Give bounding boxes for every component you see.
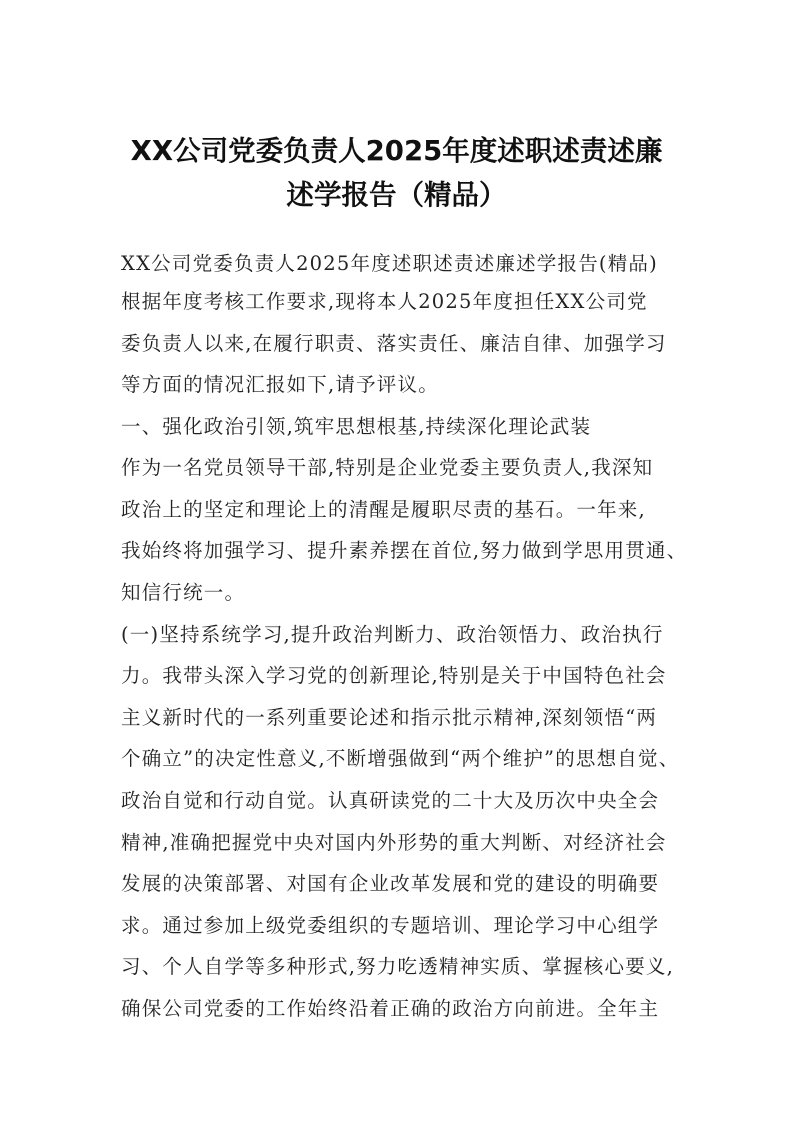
body-line-18: 习、个人自学等多种形式,努力吃透精神实质、掌握核心要义, [121,955,674,978]
body-line-11: 力。我带头深入学习党的创新理论,特别是关于中国特色社会 [121,664,667,687]
body-line-17: 求。通过参加上级党委组织的专题培训、理论学习中心组学 [121,914,660,937]
body-line-6: 作为一名党员领导干部,特别是企业党委主要负责人,我深知 [121,456,654,479]
body-line-9: 知信行统一。 [121,581,246,604]
body-line-8: 我始终将加强学习、提升素养摆在首位,努力做到学思用贯通、 [121,539,688,562]
body-line-15: 精神,准确把握党中央对国内外形势的重大判断、对经济社会 [121,831,667,854]
body-line-10: (一)坚持系统学习,提升政治判断力、政治领悟力、政治执行 [121,623,664,646]
document-title-line-2: 述学报告（精品） [286,179,507,211]
body-line-5: 一、强化政治引领,筑牢思想根基,持续深化理论武装 [121,415,592,438]
body-line-1: XX公司党委负责人2025年度述职述责述廉述学报告(精品) [121,252,658,275]
body-line-3: 委负责人以来,在履行职责、落实责任、廉洁自律、加强学习 [121,332,667,355]
body-line-12: 主义新时代的一系列重要论述和指示批示精神,深刻领悟“两 [121,706,658,729]
body-line-19: 确保公司党委的工作始终沿着正确的政治方向前进。全年主 [121,997,660,1020]
body-line-13: 个确立”的决定性意义,不断增强做到“两个维护”的思想自觉、 [121,747,680,770]
document-title-line-1: XX公司党委负责人2025年度述职述责述廉 [130,135,663,167]
body-line-2: 根据年度考核工作要求,现将本人2025年度担任XX公司党 [121,290,648,313]
body-line-7: 政治上的坚定和理论上的清醒是履职尽责的基石。一年来, [121,498,646,521]
body-line-16: 发展的决策部署、对国有企业改革发展和党的建设的明确要 [121,872,660,895]
body-line-14: 政治自觉和行动自觉。认真研读党的二十大及历次中央全会 [121,789,660,812]
body-line-4: 等方面的情况汇报如下,请予评议。 [121,373,439,396]
